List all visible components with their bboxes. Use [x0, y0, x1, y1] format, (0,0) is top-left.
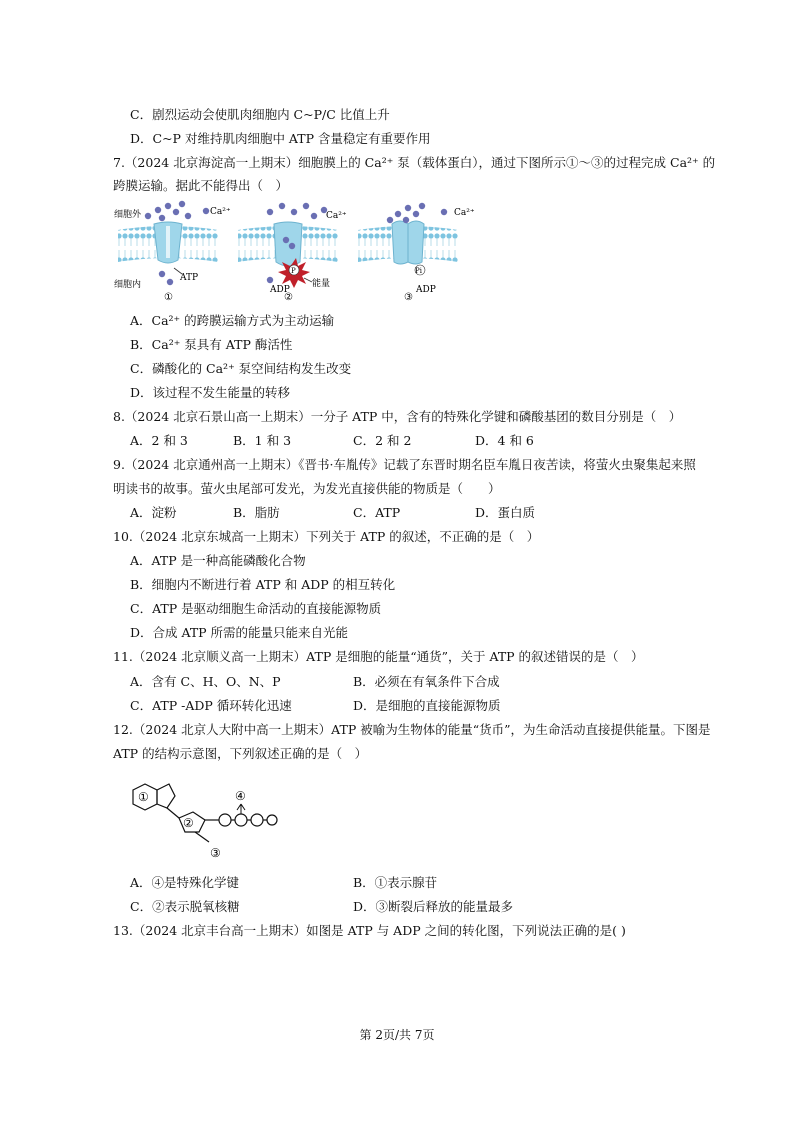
q11-option-d: D．是细胞的直接能源物质	[353, 698, 501, 713]
q12-stem-line1: 12.（2024 北京人大附中高一上期末）ATP 被喻为生物体的能量“货币”，为生命活动直接提供能量。下图是	[113, 722, 711, 737]
label-adp: ADP	[270, 285, 290, 295]
label-step-3: ③	[404, 292, 413, 303]
q12-option-d: D．③断裂后释放的能量最多	[353, 899, 514, 914]
label-energy: 能量	[312, 279, 331, 289]
q8-option-a: A．2 和 3	[130, 433, 188, 448]
panel-1	[114, 201, 231, 303]
q7-stem-line1: 7.（2024 北京海淀高一上期末）细胞膜上的 Ca²⁺ 泵（载体蛋白），通过下图所示①～③的过程完成 Ca²⁺ 的	[113, 155, 716, 170]
q6-option-c: C．剧烈运动会使肌肉细胞内 C~P/C 比值上升	[130, 107, 390, 122]
q9-stem-line2: 明读书的故事。萤火虫尾部可发光，为发光直接供能的物质是（ ）	[113, 481, 501, 496]
q6-option-d: D．C~P 对维持肌肉细胞中 ATP 含量稳定有重要作用	[130, 131, 431, 146]
atp-label-3: ③	[210, 846, 221, 860]
q12-option-a: A．④是特殊化学键	[130, 875, 240, 890]
q9-option-b: B．脂肪	[233, 505, 280, 520]
label-outside: 细胞外	[114, 210, 142, 220]
q9-option-c: C．ATP	[353, 505, 401, 520]
label-ca-3: Ca²⁺	[454, 208, 475, 218]
q11-option-b: B．必须在有氧条件下合成	[353, 674, 500, 689]
q7-option-b: B．Ca²⁺ 泵具有 ATP 酶活性	[130, 337, 293, 352]
label-ca-2: Ca²⁺	[326, 211, 347, 221]
panel-2	[238, 203, 347, 303]
q10-option-c: C．ATP 是驱动细胞生命活动的直接能源物质	[130, 601, 382, 616]
q10-option-b: B．细胞内不断进行着 ATP 和 ADP 的相互转化	[130, 577, 396, 592]
panel-3	[358, 203, 475, 303]
q12-option-c: C．②表示脱氧核糖	[130, 899, 240, 914]
q11-stem: 11.（2024 北京顺义高一上期末）ATP 是细胞的能量“通货”，关于 ATP 的叙述错误的是（ ）	[113, 649, 644, 664]
q8-option-d: D．4 和 6	[475, 433, 534, 448]
atp-label-1: ①	[138, 790, 149, 804]
q7-stem-line2: 跨膜运输。据此不能得出（ ）	[113, 178, 289, 193]
q12-option-b: B．①表示腺苷	[353, 875, 438, 890]
atp-structure-figure	[113, 780, 283, 862]
q9-option-d: D．蛋白质	[475, 505, 536, 520]
q8-stem: 8.（2024 北京石景山高一上期末）一分子 ATP 中，含有的特殊化学键和磷酸基团的数目分别是（ ）	[113, 409, 682, 424]
q9-option-a: A．淀粉	[130, 505, 177, 520]
q10-stem: 10.（2024 北京东城高一上期末）下列关于 ATP 的叙述，不正确的是（ ）	[113, 529, 540, 544]
q7-option-a: A．Ca²⁺ 的跨膜运输方式为主动运输	[130, 313, 335, 328]
calcium-pump-figure	[110, 200, 490, 305]
atp-label-2: ②	[183, 816, 194, 830]
q10-option-d: D．合成 ATP 所需的能量只能来自光能	[130, 625, 349, 640]
q7-option-c: C．磷酸化的 Ca²⁺ 泵空间结构发生改变	[130, 361, 352, 376]
atp-label-4: ④	[235, 789, 246, 803]
label-ca-1: Ca²⁺	[210, 207, 231, 217]
q8-option-b: B．1 和 3	[233, 433, 292, 448]
q11-option-c: C．ATP -ADP 循环转化迅速	[130, 698, 292, 713]
page-footer: 第 2页/共 7页	[359, 1028, 435, 1042]
q7-option-d: D．该过程不发生能量的转移	[130, 385, 291, 400]
q12-stem-line2: ATP 的结构示意图，下列叙述正确的是（ ）	[113, 746, 368, 761]
label-step-2: ②	[284, 292, 293, 303]
label-inside: 细胞内	[114, 280, 142, 290]
label-p: P	[291, 267, 296, 275]
label-pi: Pi	[415, 267, 422, 275]
label-step-1: ①	[164, 292, 173, 303]
q9-stem-line1: 9.（2024 北京通州高一上期末）《晋书·车胤传》记载了东晋时期名臣车胤日夜苦读，将萤火虫聚集起来照	[113, 457, 696, 472]
label-atp: ATP	[180, 273, 199, 283]
q8-option-c: C．2 和 2	[353, 433, 412, 448]
q13-stem: 13.（2024 北京丰台高一上期末）如图是 ATP 与 ADP 之间的转化图，下列说法正确的是( )	[113, 923, 626, 938]
q11-option-a: A．含有 C、H、O、N、P	[130, 674, 281, 689]
q10-option-a: A．ATP 是一种高能磷酸化合物	[130, 553, 306, 568]
label-adp-3: ADP	[416, 285, 436, 295]
